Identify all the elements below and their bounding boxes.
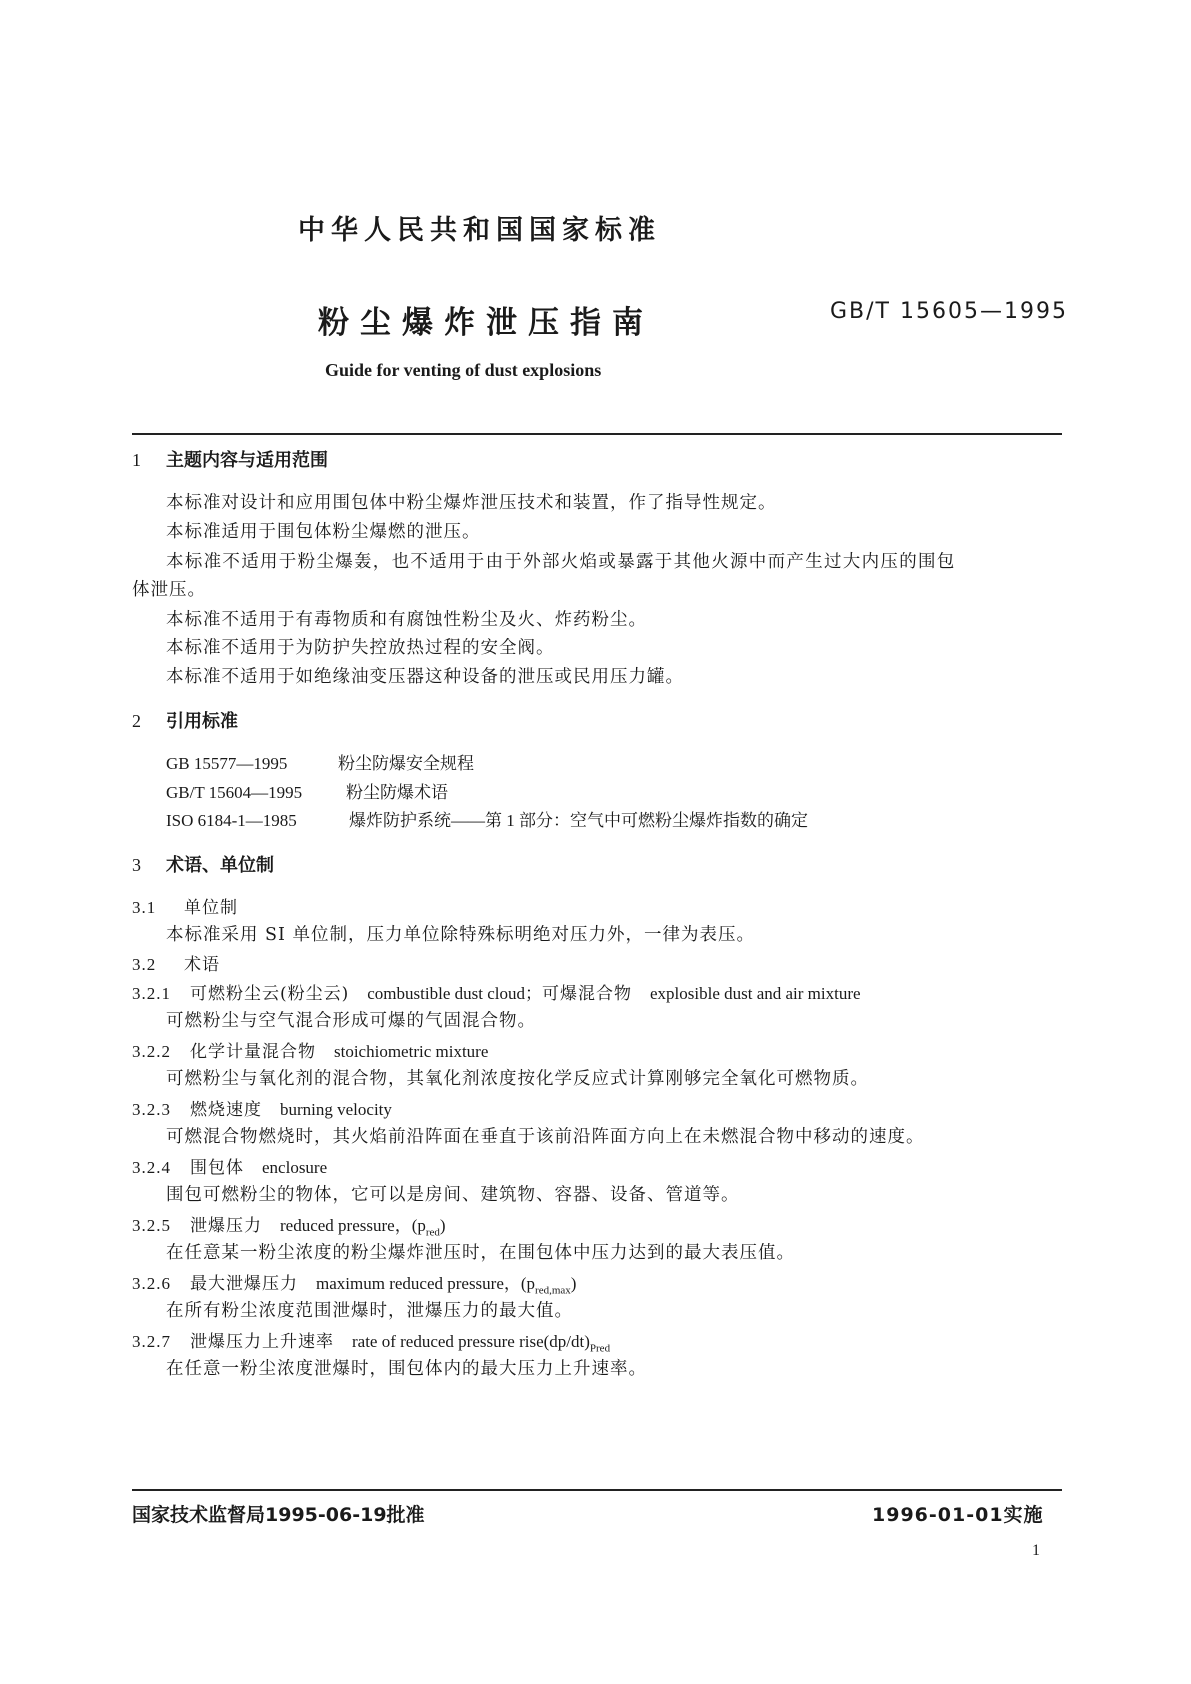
paragraph: 本标准不适用于粉尘爆轰，也不适用于由于外部火焰或暴露于其他火源中而产生过大内压的围包: [166, 552, 956, 572]
term-en-subscript: red,max: [535, 1284, 571, 1297]
reference-item: [166, 806, 808, 831]
paragraph: 本标准不适用于为防护失控放热过程的安全阀。: [166, 638, 555, 658]
section-title: 主题内容与适用范围: [166, 450, 328, 471]
section-3-heading: [132, 851, 274, 877]
section-2-heading: [132, 707, 238, 733]
term-en-subscript: red: [425, 1226, 440, 1239]
header-divider: [132, 433, 1062, 435]
term-en: burning velocity: [280, 1100, 392, 1119]
term-definition: 在任意某一粉尘浓度的粉尘爆炸泄压时，在围包体中压力达到的最大表压值。: [166, 1243, 795, 1263]
paragraph-continuation: 体泄压。: [132, 580, 206, 600]
subsection-title: 术语: [184, 955, 220, 975]
term-number: 3.2.2: [132, 1042, 171, 1061]
subsection-title: 单位制: [184, 898, 238, 918]
term-entry: [132, 1327, 610, 1354]
term-cn-alt: 可爆混合物: [541, 984, 632, 1004]
subsection-number: 3.2: [132, 955, 157, 974]
term-cn: 燃烧速度: [190, 1100, 262, 1120]
paragraph: 本标准对设计和应用围包体中粉尘爆炸泄压技术和装置，作了指导性规定。: [166, 493, 777, 513]
term-entry: [132, 1153, 327, 1178]
term-number: 3.2.5: [132, 1216, 171, 1235]
footer-divider: [132, 1489, 1062, 1491]
term-en: [280, 1216, 446, 1239]
term-entry: [132, 1037, 488, 1062]
term-en: [352, 1332, 611, 1355]
section-number: 3: [132, 855, 141, 875]
term-number: 3.2.6: [132, 1274, 171, 1293]
reference-code: GB/T 15604—1995: [166, 783, 303, 802]
term-number: 3.2.3: [132, 1100, 171, 1119]
term-number: 3.2.1: [132, 984, 171, 1003]
term-en: combustible dust cloud；: [367, 984, 542, 1003]
term-en-text: rate of reduced pressure rise(dp/dt): [352, 1332, 590, 1351]
page-number: 1: [1032, 1542, 1040, 1559]
reference-item: [166, 778, 448, 803]
reference-name: 粉尘防爆安全规程: [338, 754, 474, 773]
term-entry: [132, 1211, 446, 1238]
term-definition: 可燃混合物燃烧时，其火焰前沿阵面在垂直于该前沿阵面方向上在未燃混合物中移动的速度。: [166, 1127, 925, 1147]
paragraph: 本标准不适用于有毒物质和有腐蚀性粉尘及火、炸药粉尘。: [166, 610, 647, 630]
paragraph: 本标准采用 SI 单位制，压力单位除特殊标明绝对压力外，一律为表压。: [166, 925, 756, 945]
reference-name: 爆炸防护系统——第 1 部分：空气中可燃粉尘爆炸指数的确定: [349, 811, 808, 830]
term-entry: [132, 979, 861, 1004]
term-cn: 化学计量混合物: [190, 1042, 316, 1062]
section-1-heading: [132, 446, 328, 472]
term-en-alt: explosible dust and air mixture: [649, 984, 861, 1003]
reference-code: ISO 6184-1—1985: [166, 811, 297, 830]
standard-title-en: Guide for venting of dust explosions: [325, 360, 602, 380]
section-number: 2: [132, 711, 141, 731]
term-cn: 最大泄爆压力: [190, 1274, 298, 1294]
term-definition: 围包可燃粉尘的物体，它可以是房间、建筑物、容器、设备、管道等。: [166, 1185, 740, 1205]
term-cn: 围包体: [190, 1158, 244, 1178]
reference-code: GB 15577—1995: [166, 754, 288, 773]
subsection-3-1-heading: [132, 893, 238, 918]
section-title: 引用标准: [166, 711, 238, 732]
term-entry: [132, 1095, 392, 1120]
term-en-tail: ): [439, 1216, 446, 1235]
term-en: stoichiometric mixture: [334, 1042, 489, 1061]
section-number: 1: [132, 450, 141, 470]
term-entry: [132, 1269, 576, 1296]
term-cn: 泄爆压力: [190, 1216, 262, 1236]
subsection-3-2-heading: [132, 950, 220, 975]
term-en-text: maximum reduced pressure，(p: [316, 1274, 536, 1293]
national-standard-heading: 中华人民共和国国家标准: [298, 215, 661, 246]
term-en: [316, 1274, 577, 1297]
term-en-tail: ): [570, 1274, 577, 1293]
paragraph: 本标准适用于围包体粉尘爆燃的泄压。: [166, 522, 481, 542]
term-definition: 在任意一粉尘浓度泄爆时，围包体内的最大压力上升速率。: [166, 1359, 647, 1379]
paragraph: 本标准不适用于如绝缘油变压器这种设备的泄压或民用压力罐。: [166, 667, 684, 687]
effective-date: 1996-01-01实施: [872, 1504, 1044, 1526]
term-cn: 泄爆压力上升速率: [190, 1332, 334, 1352]
section-title: 术语、单位制: [166, 855, 274, 876]
term-en-text: reduced pressure，(p: [280, 1216, 426, 1235]
term-definition: 可燃粉尘与氧化剂的混合物，其氧化剂浓度按化学反应式计算刚够完全氧化可燃物质。: [166, 1069, 869, 1089]
term-en-subscript: Pred: [589, 1342, 611, 1355]
term-number: 3.2.4: [132, 1158, 171, 1177]
term-definition: 在所有粉尘浓度范围泄爆时，泄爆压力的最大值。: [166, 1301, 573, 1321]
standard-title-cn: 粉尘爆炸泄压指南: [318, 305, 654, 341]
approval-line: 国家技术监督局1995-06-19批准: [132, 1504, 425, 1526]
subsection-number: 3.1: [132, 898, 157, 917]
term-number: 3.2.7: [132, 1332, 171, 1351]
reference-item: [166, 749, 474, 774]
term-cn: 可燃粉尘云(粉尘云): [190, 984, 350, 1004]
term-definition: 可燃粉尘与空气混合形成可爆的气固混合物。: [166, 1011, 536, 1031]
standard-number: GB/T 15605—1995: [830, 299, 1068, 324]
reference-name: 粉尘防爆术语: [346, 783, 448, 802]
term-en: enclosure: [262, 1158, 328, 1177]
